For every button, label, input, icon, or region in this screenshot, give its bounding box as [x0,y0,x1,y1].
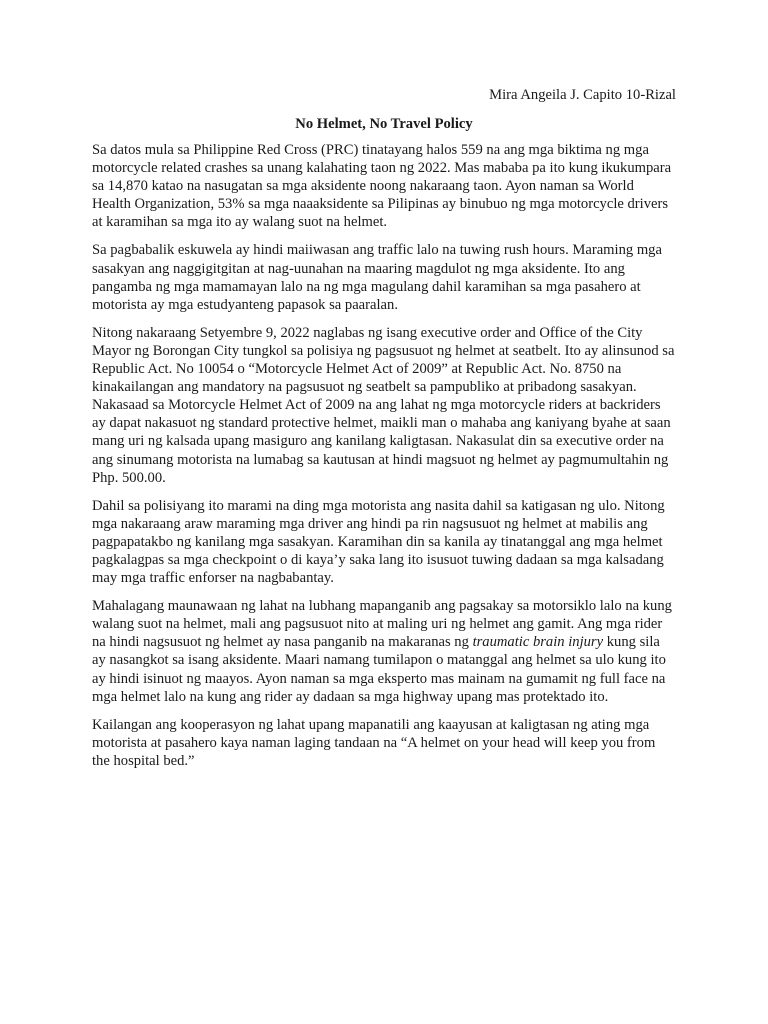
paragraph-5-before: Mahalagang maunawaan ng lahat na lubhang mapanganib ang pagsakay sa motorsiklo lalo na kung walang suot na helmet, mali ang pagsusuot nito at maling uri ng helmet ang gamit. Ang mga rider na hindi nagsusuot ng helmet ay nasa panganib na makaranas ng [92,598,672,651]
paragraph-3: Nitong nakaraang Setyembre 9, 2022 naglabas ng isang executive order and Office of the City Mayor ng Borongan City tungkol sa polisiya ng pagsusuot ng helmet at seatbelt. Ito ay alinsunod sa Republic Act. No 10054 o “Motorcycle Helmet Act of 2009” at Republic Act. No. 8750 na kinakailangan ang mandatory na pagsusuot ng seatbelt sa pampubliko at pribadong sasakyan. Nakasaad sa Motorcycle Helmet Act of 2009 na ang lahat ng mga motorcycle riders at backriders ay dapat nakasuot ng standard protective helmet, maikli man o mahaba ang kaniyang byahe at saan mang uri ng kalsada upang masiguro ang kanilang kaligtasan. Nakasulat din sa executive order na ang sinumang motorista na lumabag sa kautusan at hindi magsuot ng helmet ay pagmumultahin ng Php. 500.00. [92,324,675,486]
author-line: Mira Angeila J. Capito 10-Rizal [489,87,676,103]
paragraph-5-italic-term: traumatic brain injury [472,634,604,651]
document-title: No Helmet, No Travel Policy [295,116,473,132]
paragraph-5 [92,597,676,706]
paragraph-5-after: kung sila ay nasangkot sa isang aksidente. Maari namang tumilapon o matanggal ang helmet sa ulo kung ito ay hindi isinuot ng maayos. Ayon naman sa mga eksperto mas mainam na gumamit ng full face na mga helmet lalo na kung ang rider ay dadaan sa mga highway upang mas protektado ito. [92,634,666,705]
paragraph-1: Sa datos mula sa Philippine Red Cross (PRC) tinatayang halos 559 na ang mga biktima ng mga motorcycle related crashes sa unang kalahating taon ng 2022. Mas mababa pa ito kung ikukumpara sa 14,870 katao na nasugatan sa mga aksidente noong nakaraang taon. Ayon naman sa World Health Organization, 53% sa mga naaaksidente sa Pilipinas ay binubuo ng mga motorcycle drivers at karamihan sa mga ito ay walang suot na helmet. [92,142,672,231]
paragraph-2: Sa pagbabalik eskuwela ay hindi maiiwasan ang traffic lalo na tuwing rush hours. Maraming mga sasakyan ang naggigitgitan at nag-uunahan na maaring magdulot ng mga aksidente. Ito ang pangamba ng mga mamamayan lalo na ng mga magulang dahil karamihan sa mga pasahero at motorista ay mga estudyanteng papasok sa paaralan. [92,242,662,313]
paragraph-4: Dahil sa polisiyang ito marami na ding mga motorista ang nasita dahil sa katigasan ng ulo. Nitong mga nakaraang araw maraming mga driver ang hindi pa rin nagsusuot ng helmet at mabilis ang pagpapatakbo ng kanilang mga sasakyan. Karamihan din sa kanila ay tinatanggal ang mga helmet pagkalagpas sa mga checkpoint o di kaya’y saka lang ito isusuot tuwing dadaan sa mga kalsadang may mga traffic enforser na nagbabantay. [92,497,665,587]
paragraph-6: Kailangan ang kooperasyon ng lahat upang mapanatili ang kaayusan at kaligtasan ng ating mga motorista at pasahero kaya naman laging tandaan na “A helmet on your head will keep you from the hospital bed.” [92,716,656,769]
document-page [92,86,676,780]
